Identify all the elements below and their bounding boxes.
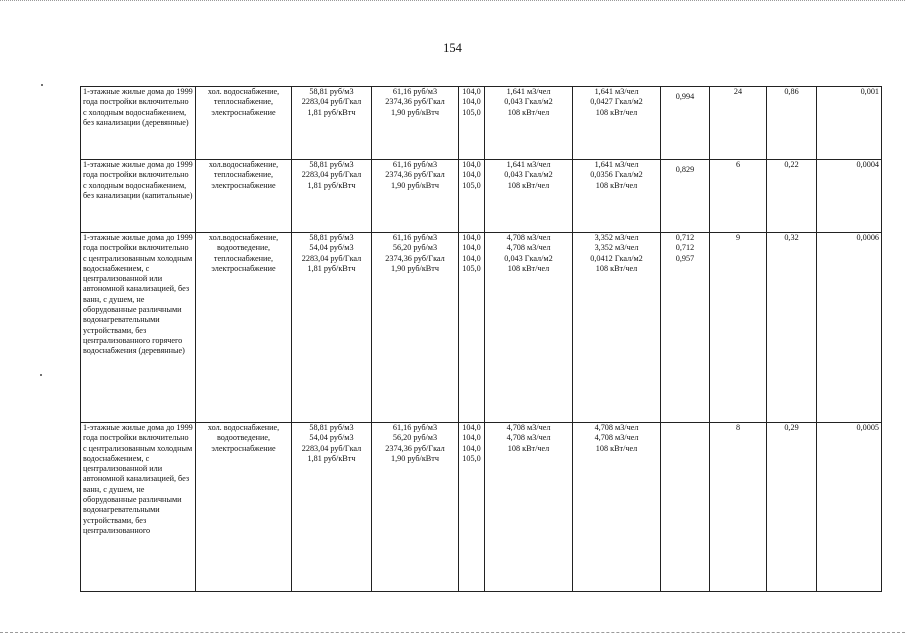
services-cell: хол.водоснабжение, водоотведение, теплоснабжение, электроснабжение	[196, 233, 292, 423]
index-cell: 104,0 104,0 105,0	[459, 160, 485, 233]
count-cell: 8	[710, 423, 767, 592]
norm-current-cell: 1,641 м3/чел 0,043 Гкал/м2 108 кВт/чел	[485, 160, 573, 233]
tariff-new-cell: 61,16 руб/м3 2374,36 руб/Гкал 1,90 руб/кВтч	[372, 160, 459, 233]
tariff-current-cell: 58,81 руб/м3 54,04 руб/м3 2283,04 руб/Гкал 1,81 руб/кВтч	[292, 233, 372, 423]
house-type-cell: 1-этажные жилые дома до 1999 года постройки включительно с централизованным холодным водоснабжением, с централизованной или автономной канализацией, без ванн, с душем, не оборудованные различными водонагревательными устройствами, без централизованного горячего водоснабжения (деревянные)	[81, 233, 196, 423]
table-row	[81, 87, 882, 160]
norm-new-cell: 1,641 м3/чел 0,0427 Гкал/м2 108 кВт/чел	[573, 87, 661, 160]
margin-mark	[41, 84, 43, 86]
services-cell: хол. водоснабжение, теплоснабжение, электроснабжение	[196, 87, 292, 160]
index-cell: 104,0 104,0 105,0	[459, 87, 485, 160]
limit-cell: 0,32	[767, 233, 817, 423]
limit-cell: 0,86	[767, 87, 817, 160]
services-cell: хол.водоснабжение, теплоснабжение, электроснабжение	[196, 160, 292, 233]
share-cell: 0,001	[817, 87, 882, 160]
tariff-new-cell: 61,16 руб/м3 2374,36 руб/Гкал 1,90 руб/кВтч	[372, 87, 459, 160]
limit-cell: 0,22	[767, 160, 817, 233]
count-cell: 24	[710, 87, 767, 160]
norm-new-cell: 3,352 м3/чел 3,352 м3/чел 0,0412 Гкал/м2 108 кВт/чел	[573, 233, 661, 423]
page-number: 154	[443, 41, 462, 55]
index-cell: 104,0 104,0 104,0 105,0	[459, 423, 485, 592]
coefficient-cell: 0,829	[661, 160, 710, 233]
tariff-table	[80, 86, 882, 592]
coefficient-cell: 0,994	[661, 87, 710, 160]
tariff-new-cell: 61,16 руб/м3 56,20 руб/м3 2374,36 руб/Гкал 1,90 руб/кВтч	[372, 423, 459, 592]
norm-current-cell: 4,708 м3/чел 4,708 м3/чел 0,043 Гкал/м2 108 кВт/чел	[485, 233, 573, 423]
norm-current-cell: 4,708 м3/чел 4,708 м3/чел 108 кВт/чел	[485, 423, 573, 592]
tariff-new-cell: 61,16 руб/м3 56,20 руб/м3 2374,36 руб/Гкал 1,90 руб/кВтч	[372, 233, 459, 423]
tariff-current-cell: 58,81 руб/м3 2283,04 руб/Гкал 1,81 руб/кВтч	[292, 160, 372, 233]
index-cell: 104,0 104,0 104,0 105,0	[459, 233, 485, 423]
house-type-cell: 1-этажные жилые дома до 1999 года постройки включительно с холодным водоснабжением, без канализации (капитальные)	[81, 160, 196, 233]
scan-top-edge	[0, 0, 905, 3]
norm-new-cell: 4,708 м3/чел 4,708 м3/чел 108 кВт/чел	[573, 423, 661, 592]
table-row	[81, 160, 882, 233]
coefficient-cell	[661, 423, 710, 592]
norm-current-cell: 1,641 м3/чел 0,043 Гкал/м2 108 кВт/чел	[485, 87, 573, 160]
coefficient-cell: 0,712 0,712 0,957	[661, 233, 710, 423]
share-cell: 0,0004	[817, 160, 882, 233]
limit-cell: 0,29	[767, 423, 817, 592]
table-row	[81, 423, 882, 592]
services-cell: хол. водоснабжение, водоотведение, электроснабжение	[196, 423, 292, 592]
share-cell: 0,0006	[817, 233, 882, 423]
count-cell: 9	[710, 233, 767, 423]
count-cell: 6	[710, 160, 767, 233]
margin-mark	[40, 374, 42, 376]
share-cell: 0,0005	[817, 423, 882, 592]
tariff-current-cell: 58,81 руб/м3 54,04 руб/м3 2283,04 руб/Гкал 1,81 руб/кВтч	[292, 423, 372, 592]
table-row	[81, 233, 882, 423]
house-type-cell: 1-этажные жилые дома до 1999 года постройки включительно с централизованным холодным водоснабжением, с централизованной или автономной канализацией, без ванн, с душем, не оборудованные различными водонагревательными устройствами, без централизованного	[81, 423, 196, 592]
house-type-cell: 1-этажные жилые дома до 1999 года постройки включительно с холодным водоснабжением, без канализации (деревянные)	[81, 87, 196, 160]
scan-bottom-edge	[0, 632, 905, 634]
tariff-current-cell: 58,81 руб/м3 2283,04 руб/Гкал 1,81 руб/кВтч	[292, 87, 372, 160]
norm-new-cell: 1,641 м3/чел 0,0356 Гкал/м2 108 кВт/чел	[573, 160, 661, 233]
